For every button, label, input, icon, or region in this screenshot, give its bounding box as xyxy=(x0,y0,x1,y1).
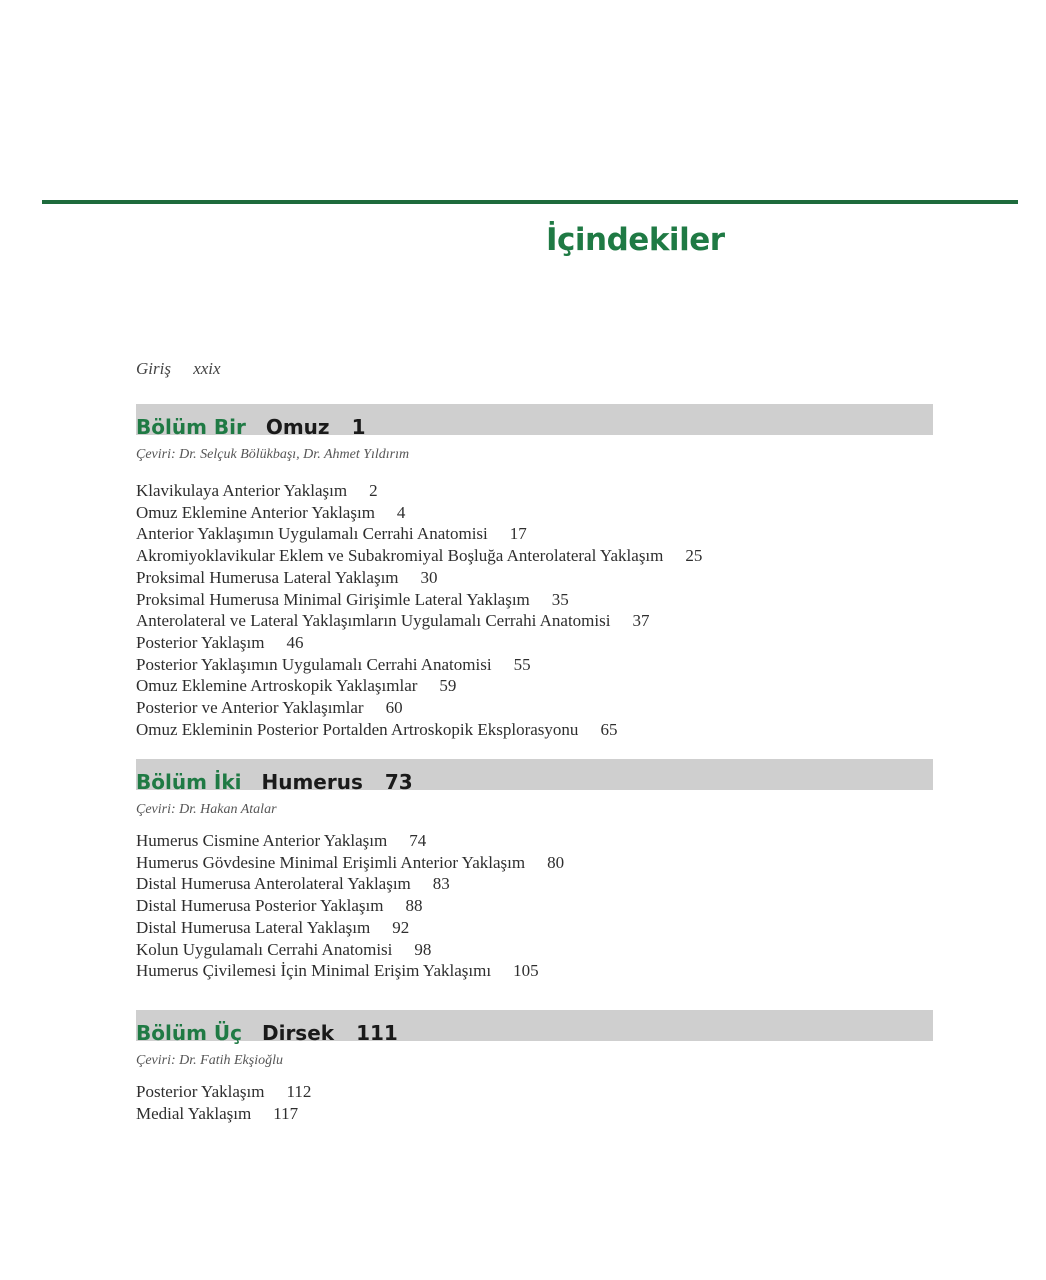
section-label: Bölüm Bir xyxy=(136,415,246,439)
entry-page-number: 83 xyxy=(432,874,450,894)
section-name: Omuz xyxy=(265,415,330,439)
entry-page-number: 2 xyxy=(369,481,378,500)
toc-entry[interactable] xyxy=(136,697,933,719)
entry-list xyxy=(136,480,933,740)
entry-list xyxy=(136,1081,933,1124)
entry-page-number: 60 xyxy=(385,698,403,718)
entry-page-number: 74 xyxy=(409,831,427,850)
section-label: Bölüm Üç xyxy=(136,1021,242,1045)
toc-entry[interactable] xyxy=(136,545,933,567)
toc-entry[interactable] xyxy=(136,852,933,874)
toc-entry[interactable] xyxy=(136,610,933,632)
entry-page-number: 80 xyxy=(547,852,565,872)
toc-entry[interactable] xyxy=(136,719,933,741)
toc-entry[interactable] xyxy=(136,873,933,895)
section-page-number: 73 xyxy=(384,770,413,794)
toc-entry[interactable] xyxy=(136,632,933,654)
section-name: Dirsek xyxy=(261,1021,335,1045)
intro-entry[interactable] xyxy=(136,359,221,379)
intro-page-number: xxix xyxy=(193,359,221,378)
toc-entry[interactable] xyxy=(136,939,933,961)
toc-entry[interactable] xyxy=(136,523,933,545)
entry-page-number: 35 xyxy=(551,589,569,609)
entry-page-number: 105 xyxy=(513,961,539,981)
toc-entry[interactable] xyxy=(136,502,933,524)
toc-entry[interactable] xyxy=(136,567,933,589)
toc-entry[interactable] xyxy=(136,917,933,939)
entry-title: Proksimal Humerusa Lateral Yaklaşım xyxy=(136,567,399,587)
intro-label: Giriş xyxy=(136,359,171,378)
section-page-number: 1 xyxy=(351,415,366,439)
entry-list xyxy=(136,830,933,982)
section-dirsek xyxy=(136,1010,933,1124)
translator-credit: Çeviri: Dr. Selçuk Bölükbaşı, Dr. Ahmet Yıldırım xyxy=(136,447,410,462)
toc-entry[interactable] xyxy=(136,830,933,852)
entry-title: Kolun Uygulamalı Cerrahi Anatomisi xyxy=(136,939,393,959)
entry-title: Akromiyoklavikular Eklem ve Subakromiyal Boşluğa Anterolateral Yaklaşım xyxy=(136,546,664,566)
toc-entry[interactable] xyxy=(136,895,933,917)
entry-title: Proksimal Humerusa Minimal Girişimle Lateral Yaklaşım xyxy=(136,589,530,609)
toc-entry[interactable] xyxy=(136,675,933,697)
entry-page-number: 25 xyxy=(685,546,703,566)
entry-title: Humerus Cismine Anterior Yaklaşım xyxy=(136,831,388,850)
toc-entry[interactable] xyxy=(136,1103,933,1125)
entry-title: Klavikulaya Anterior Yaklaşım xyxy=(136,481,348,500)
entry-title: Omuz Eklemine Anterior Yaklaşım xyxy=(136,502,375,522)
section-header-bar xyxy=(136,759,933,794)
section-label: Bölüm İki xyxy=(136,770,242,794)
entry-page-number: 55 xyxy=(513,654,531,674)
entry-title: Posterior Yaklaşım xyxy=(136,632,265,652)
section-heading[interactable] xyxy=(136,415,366,439)
entry-title: Posterior Yaklaşım xyxy=(136,1082,265,1101)
section-page-number: 111 xyxy=(356,1021,398,1045)
toc-entry[interactable] xyxy=(136,654,933,676)
entry-page-number: 46 xyxy=(286,632,304,652)
entry-page-number: 59 xyxy=(439,676,457,696)
entry-title: Humerus Gövdesine Minimal Erişimli Anterior Yaklaşım xyxy=(136,852,526,872)
top-divider-rule xyxy=(42,200,1018,204)
entry-title: Distal Humerusa Anterolateral Yaklaşım xyxy=(136,874,411,894)
entry-title: Omuz Ekleminin Posterior Portalden Artroskopik Eksplorasyonu xyxy=(136,719,579,739)
toc-entry[interactable] xyxy=(136,1081,933,1103)
toc-entry[interactable] xyxy=(136,589,933,611)
entry-title: Humerus Çivilemesi İçin Minimal Erişim Yaklaşımı xyxy=(136,961,492,981)
entry-title: Anterior Yaklaşımın Uygulamalı Cerrahi Anatomisi xyxy=(136,524,488,544)
entry-page-number: 37 xyxy=(632,611,650,631)
entry-title: Posterior Yaklaşımın Uygulamalı Cerrahi Anatomisi xyxy=(136,654,492,674)
entry-page-number: 88 xyxy=(405,896,423,916)
entry-page-number: 112 xyxy=(286,1082,312,1101)
entry-page-number: 4 xyxy=(396,502,406,522)
section-humerus xyxy=(136,759,933,982)
section-header-bar xyxy=(136,1010,933,1045)
entry-title: Distal Humerusa Lateral Yaklaşım xyxy=(136,917,371,937)
page-title: İçindekiler xyxy=(546,222,725,258)
section-header-bar xyxy=(136,404,933,439)
section-heading[interactable] xyxy=(136,770,413,794)
toc-entry[interactable] xyxy=(136,480,933,502)
translator-credit: Çeviri: Dr. Hakan Atalar xyxy=(136,802,277,817)
entry-title: Anterolateral ve Lateral Yaklaşımların Uygulamalı Cerrahi Anatomisi xyxy=(136,611,611,631)
entry-title: Omuz Eklemine Artroskopik Yaklaşımlar xyxy=(136,676,418,696)
toc-entry[interactable] xyxy=(136,960,933,982)
entry-title: Medial Yaklaşım xyxy=(136,1103,252,1123)
section-heading[interactable] xyxy=(136,1021,398,1045)
entry-page-number: 65 xyxy=(600,719,618,739)
entry-page-number: 17 xyxy=(509,524,527,544)
section-omuz xyxy=(136,404,933,740)
entry-page-number: 30 xyxy=(420,567,438,587)
entry-title: Distal Humerusa Posterior Yaklaşım xyxy=(136,896,384,916)
translator-credit: Çeviri: Dr. Fatih Ekşioğlu xyxy=(136,1053,283,1068)
entry-page-number: 117 xyxy=(273,1103,299,1123)
entry-page-number: 98 xyxy=(414,939,432,959)
entry-page-number: 92 xyxy=(392,917,410,937)
entry-title: Posterior ve Anterior Yaklaşımlar xyxy=(136,698,364,718)
section-name: Humerus xyxy=(261,770,363,794)
